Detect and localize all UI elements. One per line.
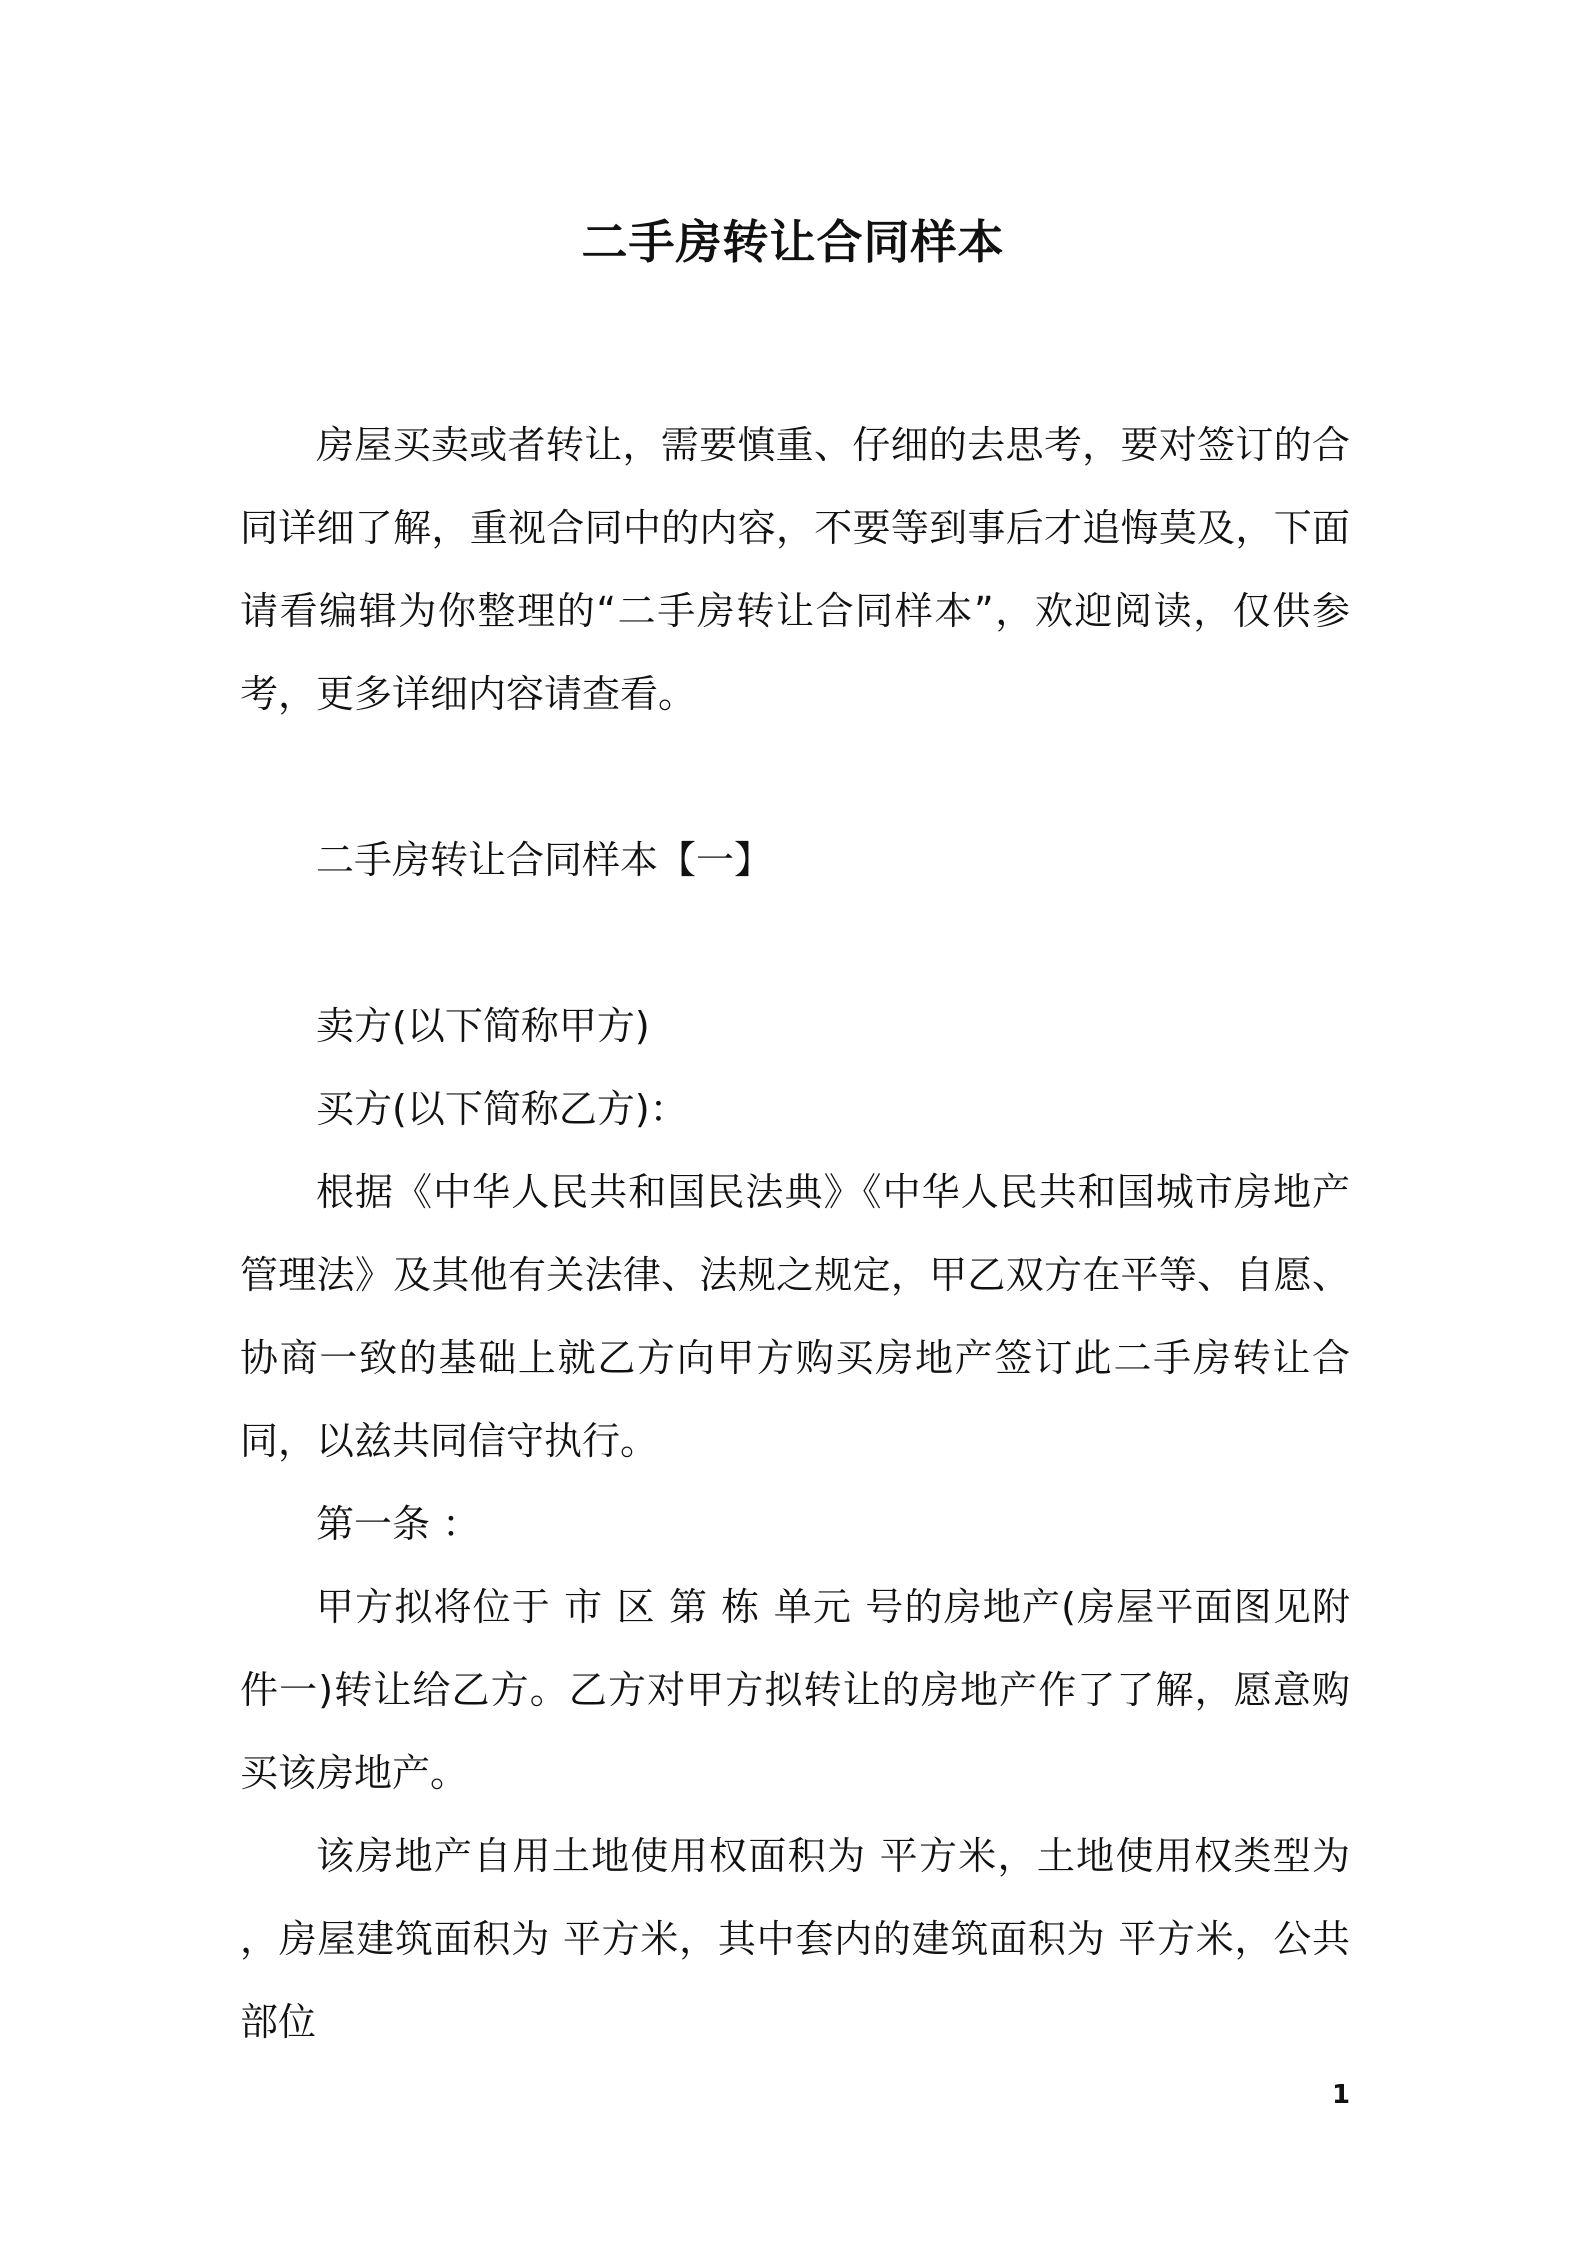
buyer-line: 买方(以下简称乙方)： [316, 1087, 688, 1131]
page-number: 1 [1332, 2080, 1351, 2110]
article-one-heading: 第一条 ： [316, 1502, 481, 1546]
article-one-paragraph: 甲方拟将位于 市 区 第 栋 单元 号的房地产(房屋平面图见附件一)转让给乙方。乙方对甲方拟转让的房地产作了了解，愿意购买该房地产。 [240, 1585, 1350, 1795]
intro-paragraph: 房屋买卖或者转让，需要慎重、仔细的去思考，要对签订的合同详细了解，重视合同中的内容，不要等到事后才追悔莫及，下面请看编辑为你整理的“二手房转让合同样本”，欢迎阅读，仅供参考，更多详细内容请查看。 [240, 423, 1350, 716]
area-paragraph: 该房地产自用土地使用权面积为 平方米，土地使用权类型为 ，房屋建筑面积为 平方米，其中套内的建筑面积为 平方米，公共部位 [240, 1834, 1350, 2044]
document-title: 二手房转让合同样本 [581, 215, 1005, 269]
document-body [240, 404, 1350, 2064]
basis-paragraph: 根据《中华人民共和国民法典》《中华人民共和国城市房地产管理法》及其他有关法律、法规之规定，甲乙双方在平等、自愿、协商一致的基础上就乙方向甲方购买房地产签订此二手房转让合同，以兹共同信守执行。 [240, 1170, 1350, 1463]
section-heading: 二手房转让合同样本【一】 [316, 838, 773, 882]
seller-line: 卖方(以下简称甲方) [316, 1004, 650, 1048]
